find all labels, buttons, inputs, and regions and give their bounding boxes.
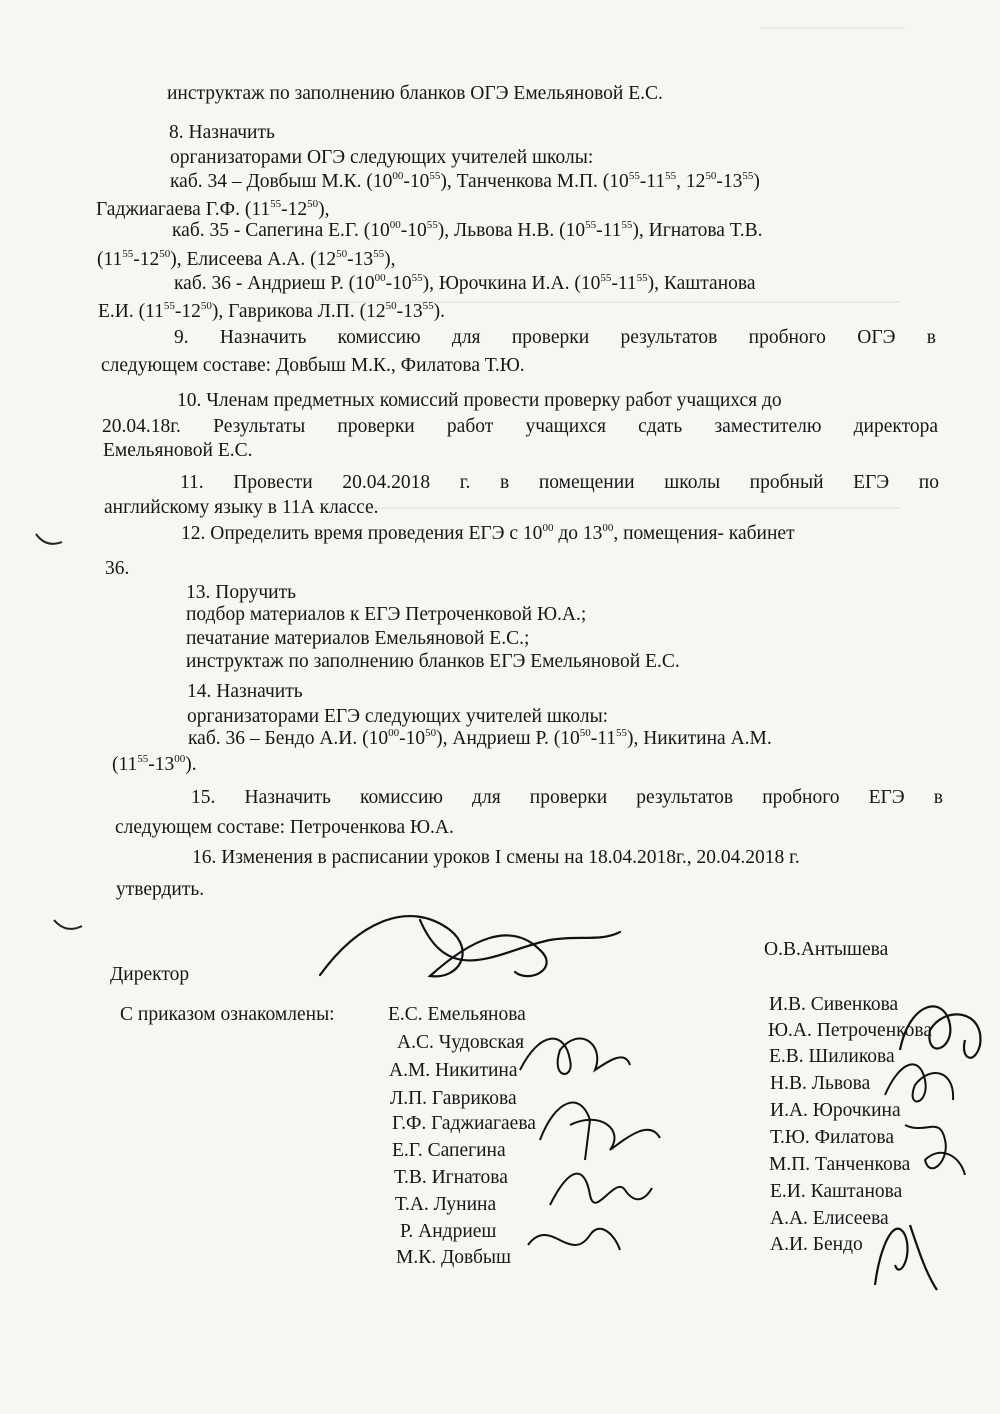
signer-name: Г.Ф. Гаджиагаева xyxy=(392,1113,536,1134)
body-line: следующем составе: Петроченкова Ю.А. xyxy=(115,817,454,838)
body-line: Е.И. $(11^{55}-12^{50})$, Гаврикова Л.П. $(12^{50}-13^{55})$. xyxy=(98,300,445,322)
signer-name: Р. Андриеш xyxy=(400,1221,497,1242)
punch-mark-top xyxy=(32,528,72,568)
signer-name: Ю.А. Петроченкова xyxy=(768,1020,932,1041)
body-line: 14. Назначить xyxy=(187,681,303,702)
body-line: английскому языку в 11А классе. xyxy=(104,497,379,518)
signer-name: И.В. Сивенкова xyxy=(769,994,899,1015)
signer-name: М.П. Танченкова xyxy=(769,1154,911,1175)
body-line: 11. Провести 20.04.2018 г. в помещении школы пробный ЕГЭ по xyxy=(180,472,939,493)
signer-name: И.А. Юрочкина xyxy=(770,1100,901,1121)
director-label: Директор xyxy=(110,964,190,985)
body-line: организаторами ОГЭ следующих учителей школы: xyxy=(170,147,594,168)
body-line: следующем составе: Довбыш М.К., Филатова Т.Ю. xyxy=(101,355,525,376)
body-line: 10. Членам предметных комиссий провести проверку работ учащихся до xyxy=(177,390,782,411)
body-line: $(11^{55}-13^{00})$. xyxy=(112,753,197,775)
body-line: каб. 34 – Довбыш М.К. $(10^{00}-10^{55})$, Танченкова М.П. ($10^{55}-11^{55}$, $12^{50}-13^{55}$) xyxy=(170,170,760,192)
body-line: Гаджиагаева Г.Ф. $(11^{55}-12^{50})$, xyxy=(96,198,330,220)
body-line: Емельяновой Е.С. xyxy=(103,440,253,461)
body-line: организаторами ЕГЭ следующих учителей школы: xyxy=(187,706,609,727)
signer-name: Н.В. Львова xyxy=(770,1073,871,1094)
body-line: 16. Изменения в расписании уроков I смены на 18.04.2018г., 20.04.2018 г. xyxy=(192,847,800,868)
signature-left-4 xyxy=(520,1205,630,1275)
body-line: 12. Определить время проведения ЕГЭ с $10^{00}$ до $13^{00}$, помещения- кабинет xyxy=(181,522,795,544)
body-line: инструктаж по заполнению бланков ЕГЭ Емельяновой Е.С. xyxy=(186,651,680,672)
body-line: 8. Назначить xyxy=(169,122,275,143)
signer-name: А.И. Бендо xyxy=(770,1234,863,1255)
signature-right-3 xyxy=(895,1105,975,1195)
signer-name: А.С. Чудовская xyxy=(397,1032,525,1053)
body-line: 20.04.18г. Результаты проверки работ учащихся сдать заместителю директора xyxy=(102,416,938,437)
signer-name: М.К. Довбыш xyxy=(396,1247,512,1268)
body-line: каб. 35 - Сапегина Е.Г. $(10^{00}-10^{55})$, Львова Н.В. $(10^{55}-11^{55})$, Игнатова Т.В. xyxy=(172,219,763,241)
signer-name: Л.П. Гаврикова xyxy=(390,1088,517,1109)
signer-name: Е.С. Емельянова xyxy=(388,1004,526,1025)
body-line: 13. Поручить xyxy=(186,582,296,603)
signature-right-4 xyxy=(865,1195,945,1305)
signer-name: Е.Г. Сапегина xyxy=(392,1140,506,1161)
body-line: 36. xyxy=(105,558,130,579)
body-line: 9. Назначить комиссию для проверки результатов пробного ОГЭ в xyxy=(174,327,936,348)
body-line: утвердить. xyxy=(116,879,205,900)
body-line: $(11^{55}-12^{50})$, Елисеева А.А. $(12^{50}-13^{55})$, xyxy=(97,248,396,270)
body-line: каб. 36 – Бендо А.И. $(10^{00}-10^{50})$, Андриеш Р. $(10^{50}-11^{55})$, Никитина А.М. xyxy=(188,727,772,749)
signer-name: Е.В. Шиликова xyxy=(769,1046,895,1067)
signer-name: А.А. Елисеева xyxy=(770,1208,889,1229)
signer-name: Е.И. Каштанова xyxy=(770,1181,903,1202)
acquainted-label: С приказом ознакомлены: xyxy=(120,1004,335,1025)
punch-mark-bottom xyxy=(50,912,90,952)
signer-name: Т.В. Игнатова xyxy=(394,1167,508,1188)
signer-name: А.М. Никитина xyxy=(389,1060,518,1081)
director-name: О.В.Антышева xyxy=(764,939,889,960)
body-line: инструктаж по заполнению бланков ОГЭ Емельяновой Е.С. xyxy=(167,83,663,104)
body-line: 15. Назначить комиссию для проверки результатов пробного ЕГЭ в xyxy=(191,787,943,808)
body-line: подбор материалов к ЕГЭ Петроченковой Ю.А.; xyxy=(186,604,587,625)
body-line: каб. 36 - Андриеш Р. $(10^{00}-10^{55})$, Юрочкина И.А. $(10^{55}-11^{55})$, Каштанова xyxy=(174,272,756,294)
signer-name: Т.А. Лунина xyxy=(395,1194,497,1215)
body-line: печатание материалов Емельяновой Е.С.; xyxy=(186,628,530,649)
signer-name: Т.Ю. Филатова xyxy=(770,1127,894,1148)
director-signature xyxy=(300,880,640,1000)
